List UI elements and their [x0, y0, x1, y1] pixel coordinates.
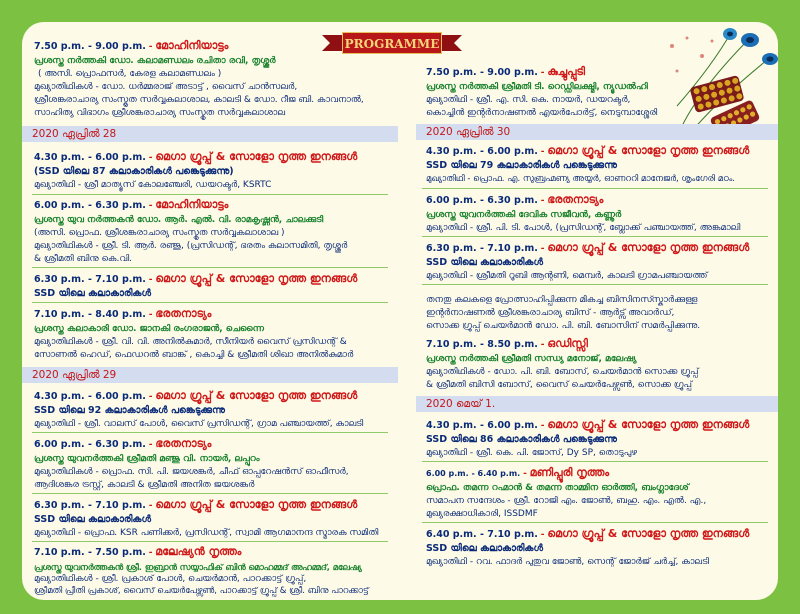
guest-line: മുഖ്യാതിഥി - ശ്രീ. വാലസ് പോൾ, വൈസ് പ്രസിഡന്റ്, ഗ്രാമ പഞ്ചായത്ത്, കാലടി: [34, 419, 364, 429]
divider: [32, 194, 388, 195]
performer: പ്രശസ്ത നർത്തകി ശ്രീമതി സന്ധ്യ മനോജ്, മലേഷ്യ: [426, 354, 637, 364]
guest-line: മുഖ്യാതിഥികൾ - പ്രൊഫ. സി. പി. ജയശങ്കർ, ചീഫ് ഓപ്പറേഷൻസ് ഓഫീസർ,: [34, 467, 349, 477]
award-line: ഇന്റർനാഷണൽ ശ്രീശങ്കരാചാര്യ ബിസ് - ആർട്സ് അവാർഡ്,: [426, 308, 675, 318]
event-title: ഒഡിസ്സി: [547, 337, 588, 350]
ssd-note: SSD യിലെ 92 കലാകാരികൾ പങ്കെടുക്കുന്നു: [34, 405, 225, 416]
event-line: 6.40 p.m. - 7.10 p.m. - മെഗാ ഗ്രൂപ്പ് & സോളോ നൃത്ത ഇനങ്ങൾ: [426, 527, 750, 540]
event-title: ഭരതനാട്യം: [155, 307, 212, 320]
performer-note: ( അസി. പ്രൊഫസർ, കേരള കലാമണ്ഡലം ): [38, 69, 222, 79]
event-time: 4.30 p.m. - 6.00 p.m.: [426, 146, 538, 157]
award-line: സൊക്ക ഗ്രൂപ്പ് ചെയർമാൻ ഡോ. പി. ബി. ബോസിന് സമർപ്പിക്കുന്നു.: [426, 321, 701, 331]
performer: പ്രശസ്ത യുവനർത്തകൻ ശ്രീ. ഇബ്രാൻ സയ്യാഫിക് ബിൻ മൊഹമ്മദ് അഹമ്മദ്, മലേഷ്യ: [34, 562, 362, 572]
performer-note: (അസി. പ്രൊഫ. ശ്രീശങ്കരാചാര്യ സംസ്കൃത സർവ്വകലാശാല ): [34, 228, 285, 238]
guest-line: & ശ്രീമതി ബിനു കെ.വി.: [34, 254, 133, 264]
divider: [32, 493, 388, 494]
guest-line: മുഖ്യാതിഥി - പ്രൊഫ. KSR പണിക്കർ, പ്രസിഡന്റ്, സ്വാമി ആഗമാനന്ദ സ്മാരക സമിതി: [34, 528, 379, 538]
divider: [422, 522, 768, 523]
event-time: 7.50 p.m. - 9.00 p.m.: [426, 67, 538, 78]
event-line: 6.00 p.m. - 6.30 p.m. - ഭരതനാട്യം: [34, 437, 212, 450]
event-title: മോഹിനിയാട്ടം: [155, 39, 229, 52]
performer: പ്രശസ്ത നർത്തകി ശ്രീമതി ടി. റെഡ്ഡിലക്ഷ്മി, ന്യൂഡൽഹി: [426, 82, 648, 92]
divider: [422, 284, 768, 285]
event-time: 7.10 p.m. - 7.50 p.m.: [34, 547, 146, 558]
guest-line: മുഖ്യാതിഥികൾ - ശ്രീ. ടി. ആർ. രഞ്ജു, (പ്രസിഡന്റ്, ഭരതം കലാസമിതി, തൃശ്ശൂർ: [34, 241, 348, 251]
guest-line: മുഖ്യരക്ഷാധികാരി, ISSDMF: [426, 509, 538, 519]
event-title: ഭരതനാട്യം: [547, 193, 604, 206]
guest-line: മുഖ്യാതിഥി - ശ്രീമതി റൂബി ആന്റണി, മെമ്പർ, കാലടി ഗ്രാമപഞ്ചായത്ത്: [426, 271, 708, 281]
divider: [422, 236, 768, 237]
divider: [32, 541, 388, 542]
event-line: 7.10 p.m. - 8.40 p.m. - ഭരതനാട്യം: [34, 307, 212, 320]
guest-line: മുഖ്യാതിഥി - റവ. ഫാദർ പുതുവ ജോൺ, സെന്റ് ജോർജ് ചർച്ച്, കാലടി: [426, 557, 709, 567]
event-time: 4.30 p.m. - 6.00 p.m.: [34, 152, 146, 163]
divider: [32, 432, 388, 433]
guest-line: മുഖ്യാതിഥികൾ - ഡോ. ധർമ്മരാജ് അടാട്ട് , വൈസ് ചാൻസലർ,: [34, 82, 298, 92]
event-title: മെഗാ ഗ്രൂപ്പ് & സോളോ നൃത്ത ഇനങ്ങൾ: [155, 150, 358, 163]
event-time: 7.10 p.m. - 8.40 p.m.: [34, 309, 146, 320]
ssd-note: SSD യിലെ കലാകാരികൾ: [426, 543, 544, 554]
event-time: 6.30 p.m. - 7.10 p.m.: [34, 274, 146, 285]
event-time: 6.00 p.m. - 6.40 p.m.: [426, 469, 521, 478]
event-time: 6.00 p.m. - 6.30 p.m.: [34, 200, 146, 211]
event-time: 6.00 p.m. - 6.30 p.m.: [34, 439, 146, 450]
event-line: 7.10 p.m. - 7.50 p.m. - മലേഷ്യൻ നൃത്തം: [34, 545, 242, 558]
divider: [422, 461, 768, 462]
event-line: 6.00 p.m. - 6.30 p.m. - മോഹിനിയാട്ടം: [34, 198, 229, 211]
event-time: 6.30 p.m. - 7.10 p.m.: [426, 243, 538, 254]
event-line: 6.30 p.m. - 7.10 p.m. - മെഗാ ഗ്രൂപ്പ് & സോളോ നൃത്ത ഇനങ്ങൾ: [426, 241, 750, 254]
guest-line: സാഹിത്യ വിഭാഗം ശ്രീശങ്കരാചാര്യ സംസ്കൃത സർവ്വകലാശാല: [34, 108, 286, 118]
event-title: ഭരതനാട്യം: [155, 437, 212, 450]
event-line: 6.30 p.m. - 7.10 p.m. - മെഗാ ഗ്രൂപ്പ് & സോളോ നൃത്ത ഇനങ്ങൾ: [34, 272, 358, 285]
performer: പ്രശസ്ത യുവ നർത്തകൻ ഡോ. ആർ. എൽ. വി. രാമകൃഷ്ണൻ, ചാലക്കുടി: [34, 215, 324, 225]
programme-card: [22, 22, 778, 600]
event-title: മെഗാ ഗ്രൂപ്പ് & സോളോ നൃത്ത ഇനങ്ങൾ: [155, 272, 358, 285]
event-title: മോഹിനിയാട്ടം: [155, 198, 229, 211]
divider: [32, 302, 388, 303]
event-title: കുച്ചുപ്പുടി: [547, 65, 585, 78]
date-header: 2020 ഏപ്രിൽ 28: [22, 126, 398, 142]
event-title: മെഗാ ഗ്രൂപ്പ് & സോളോ നൃത്ത ഇനങ്ങൾ: [547, 527, 750, 540]
guest-line: മുഖ്യാതിഥികൾ - ശ്രീ. പ്രകാശ് പോൾ, ചെയർമാൻ, പാറക്കാട്ട് ഗ്രൂപ്പ്,: [34, 574, 307, 584]
performer: പ്രൊഫ. തമന്ന റഹ്മാൻ & തമന്ന താമ്മിന ഓർത്തി, ബംഗ്ലാദേശ്: [426, 483, 689, 493]
guest-line: & ശ്രീമതി ബിസി ബോസ്, വൈസ് ചെയർപേഴ്സൺ, സൊക്ക ഗ്രൂപ്പ്: [426, 380, 693, 390]
event-line: 6.00 p.m. - 6.40 p.m. - മണിപ്പൂരി നൃത്തം: [426, 466, 610, 479]
event-line: 4.30 p.m. - 6.00 p.m. - മെഗാ ഗ്രൂപ്പ് & സോളോ നൃത്ത ഇനങ്ങൾ: [34, 389, 358, 402]
performer: പ്രശസ്ത നർത്തകി ഡോ. കലാമണ്ഡലം രചിതാ രവി, തൃശ്ശൂർ: [34, 56, 276, 66]
event-line: 4.30 p.m. - 6.00 p.m. - മെഗാ ഗ്രൂപ്പ് & സോളോ നൃത്ത ഇനങ്ങൾ: [426, 418, 750, 431]
event-title: മെഗാ ഗ്രൂപ്പ് & സോളോ നൃത്ത ഇനങ്ങൾ: [547, 144, 750, 157]
guest-line: ആദിശങ്കര ട്രസ്റ്റ്, കാലടി & ശ്രീമതി അനിത ജയശങ്കർ: [34, 480, 255, 490]
event-time: 6.30 p.m. - 7.10 p.m.: [34, 500, 146, 511]
date-header: 2020 ഏപ്രിൽ 29: [22, 367, 398, 383]
event-time: 4.30 p.m. - 6.00 p.m.: [34, 391, 146, 402]
event-line: 4.30 p.m. - 6.00 p.m. - മെഗാ ഗ്രൂപ്പ് & സോളോ നൃത്ത ഇനങ്ങൾ: [34, 150, 358, 163]
guest-line: മുഖ്യാതിഥി - ശ്രീ. പി. ടി. പോൾ, (പ്രസിഡന്റ്, ബ്ലോക്ക് പഞ്ചായത്ത്, അങ്കമാലി: [426, 223, 741, 233]
guest-line: മുഖ്യാതിഥികൾ - ശ്രീ. വി. വി. അനിൽകുമാർ, സീനിയർ വൈസ് പ്രസിഡന്റ് &: [34, 337, 347, 347]
guest-line: ശ്രീശങ്കരാചാര്യ സംസ്കൃത സർവ്വകലാശാല, കാലടി & ഡോ. റീജ ബി. കാവനാൽ,: [34, 95, 364, 105]
date-header: 2020 മെയ് 1.: [416, 396, 778, 412]
divider: [422, 188, 768, 189]
award-line: തനതു കലകളെ പ്രോത്സാഹിപ്പിക്കുന്ന മികച്ച ബിസിനസ്സ്കാർക്കുള്ള: [426, 295, 698, 305]
guest-line: മുഖ്യാതിഥി - ശ്രീ മാത്യൂസ് കോലഞ്ചേരി, ഡയറക്ടർ, KSRTC: [34, 180, 272, 190]
performer: പ്രശസ്ത കലാകാരി ഡോ. ജാനകി രംഗരാജൻ, ചെന്നൈ: [34, 324, 264, 334]
dance-bells-peacock-feather-icon: [662, 26, 778, 138]
event-time: 6.40 p.m. - 7.10 p.m.: [426, 529, 538, 540]
guest-line: മുഖ്യാതിഥി - ശ്രീ. എ. സി. കെ. നായർ, ഡയറക്ടർ,: [426, 95, 631, 105]
event-line: 7.50 p.m. - 9.00 p.m. - കുച്ചുപ്പുടി: [426, 65, 585, 78]
event-time: 7.10 p.m. - 8.50 p.m.: [426, 339, 538, 350]
ssd-note: SSD യിലെ കലാകാരികൾ: [426, 257, 544, 268]
banner-label: PROGRAMME: [342, 32, 442, 54]
performer: പ്രശസ്ത യുവനർത്തകി ശ്രീമതി മഞ്ജു വി. നായർ, ലപ്പുറം: [34, 454, 260, 464]
event-title: മെഗാ ഗ്രൂപ്പ് & സോളോ നൃത്ത ഇനങ്ങൾ: [155, 389, 358, 402]
ssd-note: SSD യിലെ കലാകാരികൾ: [34, 514, 152, 525]
event-title: മലേഷ്യൻ നൃത്തം: [155, 545, 242, 558]
event-line: 4.30 p.m. - 6.00 p.m. - മെഗാ ഗ്രൂപ്പ് & സോളോ നൃത്ത ഇനങ്ങൾ: [426, 144, 750, 157]
performer: പ്രശസ്ത യുവനർത്തകി ദേവിക സജീവൻ, കണ്ണൂർ: [426, 210, 622, 220]
guest-line: മുഖ്യാതിഥി - ശ്രീ. കെ. പി. ജോസ്, Dy SP, തൊടുപുഴ: [426, 448, 638, 458]
date-header: 2020 ഏപ്രിൽ 30: [416, 124, 778, 140]
guest-line: ശ്രീമതി പ്രീതി പ്രകാശ്, വൈസ് ചെയർപേഴ്സൺ, പാറക്കാട്ട് ഗ്രൂപ്പ് & ശ്രീ. ബിനു പാറക്കാട്ട്: [34, 586, 369, 596]
event-time: 7.50 p.m. - 9.00 p.m.: [34, 41, 146, 52]
guest-line: മുഖ്യാതിഥികൾ - ഡോ. പി. ബി. ബോസ്, ചെയർമാൻ സൊക്ക ഗ്രൂപ്പ്: [426, 367, 699, 377]
guest-line: സമാപന സന്ദേശം - ശ്രീ. റോജി എം. ജോൺ, ബഹു. എം. എൽ. എ.,: [426, 496, 707, 506]
event-time: 4.30 p.m. - 6.00 p.m.: [426, 420, 538, 431]
event-title: മെഗാ ഗ്രൂപ്പ് & സോളോ നൃത്ത ഇനങ്ങൾ: [547, 241, 750, 254]
event-line: 6.30 p.m. - 7.10 p.m. - മെഗാ ഗ്രൂപ്പ് & സോളോ നൃത്ത ഇനങ്ങൾ: [34, 498, 358, 511]
divider: [32, 267, 388, 268]
event-time: 6.00 p.m. - 6.30 p.m.: [426, 195, 538, 206]
event-line: 7.50 p.m. - 9.00 p.m. - മോഹിനിയാട്ടം: [34, 39, 229, 52]
event-line: 7.10 p.m. - 8.50 p.m. - ഒഡിസ്സി: [426, 337, 588, 350]
event-title: മെഗാ ഗ്രൂപ്പ് & സോളോ നൃത്ത ഇനങ്ങൾ: [155, 498, 358, 511]
ssd-note: (SSD യിലെ 87 കലാകാരികൾ പങ്കെടുക്കുന്നു): [34, 166, 234, 177]
ssd-note: SSD യിലെ 79 കലാകാരികൾ പങ്കെടുക്കുന്നു: [426, 160, 617, 171]
guest-line: മുഖ്യാതിഥി - പ്രൊഫ. എ. സുബ്രഹ്മണ്യ അയ്യർ, ഓണററി മാനേജർ, ശൃംഗേരി മഠം.: [426, 174, 735, 184]
guest-line: സോണൽ ഹെഡ്, ഫെഡറൽ ബാങ്ക് , കൊച്ചി & ശ്രീമതി ശിഖാ അനിൽകുമാർ: [34, 350, 354, 360]
event-title: മെഗാ ഗ്രൂപ്പ് & സോളോ നൃത്ത ഇനങ്ങൾ: [547, 418, 750, 431]
guest-line: കൊച്ചിൻ ഇന്റർനാഷണൽ എയർപോർട്ട്, നെടുമ്പാശ്ശേരി: [426, 108, 658, 118]
ssd-note: SSD യിലെ കലാകാരികൾ: [34, 288, 152, 299]
ssd-note: SSD യിലെ 86 കലാകാരികൾ പങ്കെടുക്കുന്നു: [426, 434, 617, 445]
event-line: 6.00 p.m. - 6.30 p.m. - ഭരതനാട്യം: [426, 193, 604, 206]
event-title: മണിപ്പൂരി നൃത്തം: [529, 466, 610, 479]
programme-banner: [322, 32, 462, 54]
